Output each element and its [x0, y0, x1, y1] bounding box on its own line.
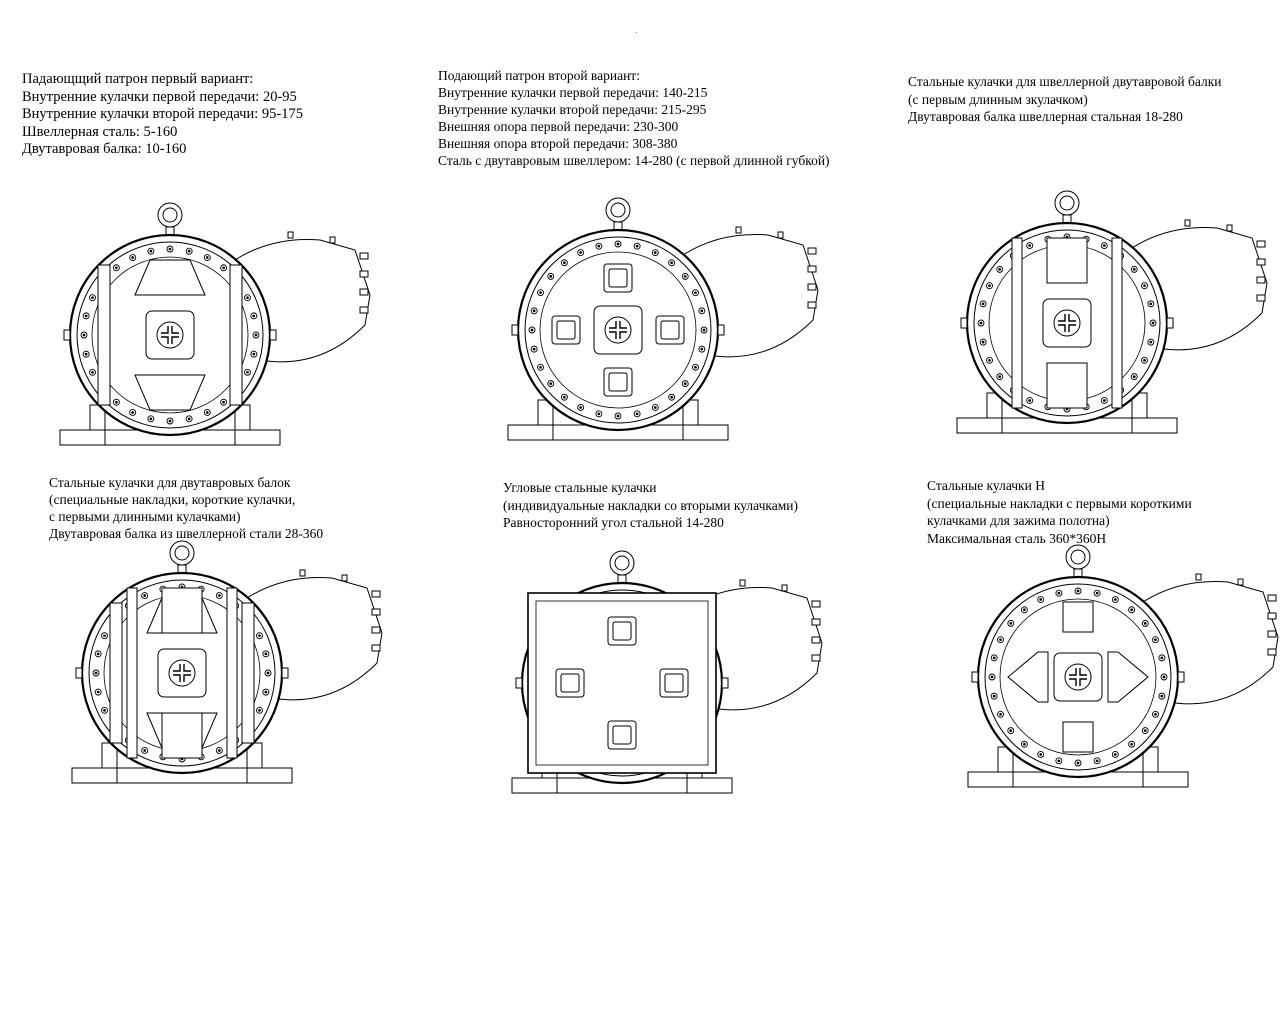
bolt-center	[598, 245, 601, 248]
center-bore	[1054, 310, 1080, 336]
chuck-drawing-svg	[60, 210, 360, 460]
bolt-center	[654, 251, 657, 254]
bolt-center	[85, 315, 88, 318]
base-foot-left	[60, 405, 105, 445]
jaw-bar-left	[110, 603, 122, 743]
base-foot-left	[957, 393, 1002, 433]
guide-left	[1012, 238, 1022, 408]
base-foot-right	[683, 400, 728, 440]
chuck-group	[508, 198, 818, 440]
lifting-eye-hole	[163, 208, 177, 222]
caption-chuck-variant-2	[438, 67, 830, 169]
caption-line: Внутренние кулачки второй передачи: 95-175	[22, 106, 303, 122]
bolt-center	[206, 256, 209, 259]
gearbox-fin	[1268, 613, 1276, 619]
bolt-center	[1028, 399, 1031, 402]
side-lug-left	[961, 318, 967, 328]
gearbox-fin	[360, 307, 368, 313]
bolt-center	[1077, 590, 1080, 593]
lifting-eye-hole	[615, 556, 629, 570]
chuck-group	[60, 203, 370, 445]
guide-right	[1112, 238, 1122, 408]
caption-line: кулачками для зажима полотна)	[927, 513, 1110, 528]
lifting-eye-hole	[1071, 550, 1085, 564]
bolt-center	[218, 749, 221, 752]
drawing-steel-jaws-ibeam	[72, 548, 372, 798]
bolt-center	[1114, 753, 1117, 756]
bolt-center	[258, 709, 261, 712]
jaw-block	[608, 721, 636, 749]
gearbox-fin	[1257, 241, 1265, 247]
base-foot-left	[72, 743, 117, 783]
caption-line: Угловые стальные кулачки	[503, 480, 657, 495]
bolt-center	[539, 291, 542, 294]
bolt-center	[1154, 638, 1157, 641]
gearbox-fin	[812, 637, 820, 643]
side-lug-left	[512, 325, 518, 335]
bolt-center	[1077, 762, 1080, 765]
caption-line: Внешняя опора первой передачи: 230-300	[438, 119, 679, 134]
bolt-center	[264, 691, 267, 694]
caption-line: Падающщий патрон первый вариант:	[22, 71, 254, 87]
gearbox-fin	[1268, 649, 1276, 655]
caption-line: Максимальная сталь 360*360H	[927, 530, 1107, 546]
bolt-center	[533, 348, 536, 351]
bolt-center	[143, 594, 146, 597]
gearbox-tab	[778, 232, 783, 238]
gearbox-fin	[1257, 277, 1265, 283]
bolt-center	[1144, 622, 1147, 625]
bolt-center	[85, 353, 88, 356]
bolt-center	[169, 248, 172, 251]
bolt-center	[980, 322, 983, 325]
drawing-chuck-variant-1	[60, 210, 360, 460]
center-bore	[157, 322, 183, 348]
bolt-center	[1143, 359, 1146, 362]
bolt-center	[1149, 303, 1152, 306]
gearbox-fin	[1257, 259, 1265, 265]
gearbox-tab	[330, 237, 335, 243]
jaw-block	[604, 368, 632, 396]
gearbox-tab	[288, 232, 293, 238]
bolt-center	[694, 291, 697, 294]
bolt-center	[1149, 341, 1152, 344]
bolt-center	[1154, 713, 1157, 716]
side-lug-left	[64, 330, 70, 340]
gearbox-tab	[736, 227, 741, 233]
gearbox-fin	[808, 266, 816, 272]
chuck-drawing-svg	[968, 552, 1268, 802]
side-lug-right	[270, 330, 276, 340]
jaw-top-long	[1047, 238, 1087, 283]
gearbox-fin	[372, 645, 380, 651]
bolt-center	[988, 359, 991, 362]
bolt-center	[1096, 592, 1099, 595]
bolt-center	[670, 396, 673, 399]
center-bore	[1065, 664, 1091, 690]
bolt-center	[103, 634, 106, 637]
bolt-center	[91, 371, 94, 374]
side-lug-left	[76, 668, 82, 678]
bolt-center	[1130, 608, 1133, 611]
bolt-center	[533, 310, 536, 313]
bolt-center	[684, 382, 687, 385]
bolt-center	[255, 334, 258, 337]
gearbox-fin	[812, 655, 820, 661]
bolt-center	[617, 415, 620, 418]
bolt-center	[267, 672, 270, 675]
caption-line: Стальные кулачки H	[927, 478, 1045, 493]
caption-line: Двутавровая балка из швеллерной стали 28-360	[49, 526, 324, 541]
base-foot-left	[968, 747, 1013, 787]
bolt-center	[246, 371, 249, 374]
bolt-center	[1009, 622, 1012, 625]
bolt-center	[579, 406, 582, 409]
jaw-block	[556, 669, 584, 697]
gearbox-tab	[1196, 574, 1201, 580]
gearbox-tab	[300, 570, 305, 576]
jaw-bar-right	[242, 603, 254, 743]
chuck-group	[957, 191, 1267, 433]
base-foot-right	[1143, 747, 1188, 787]
gearbox-fin	[808, 302, 816, 308]
drawing-steel-jaws-h	[968, 552, 1268, 802]
caption-line: Сталь с двутавровым швеллером: 14-280 (с первой длинной губкой)	[438, 153, 830, 168]
bolt-center	[563, 396, 566, 399]
bolt-center	[1028, 244, 1031, 247]
caption-line: (индивидуальные накладки со вторыми кулачками)	[503, 497, 798, 513]
caption-line: Стальные кулачки для двутавровых балок	[49, 475, 291, 490]
chuck-drawing-svg	[957, 198, 1257, 448]
gearbox-tab	[1238, 579, 1243, 585]
bolt-center	[654, 406, 657, 409]
bolt-center	[999, 713, 1002, 716]
jaw-block	[660, 669, 688, 697]
bolt-center	[700, 348, 703, 351]
gearbox-fin	[1257, 295, 1265, 301]
bolt-center	[169, 420, 172, 423]
bolt-center	[1103, 399, 1106, 402]
caption-steel-jaws-h	[927, 477, 1192, 547]
bolt-center	[1096, 759, 1099, 762]
bolt-center	[188, 250, 191, 253]
bolt-center	[97, 691, 100, 694]
drawing-steel-jaws-channel-ibeam	[957, 198, 1257, 448]
caption-line: Внешняя опора второй передачи: 308-380	[438, 136, 678, 151]
gearbox-tab	[740, 580, 745, 586]
bolt-center	[1023, 743, 1026, 746]
bolt-center	[1163, 676, 1166, 679]
bolt-center	[700, 310, 703, 313]
bolt-center	[1039, 753, 1042, 756]
chuck-group	[968, 545, 1278, 787]
gearbox-fin	[360, 271, 368, 277]
jaw-bottom-long	[162, 713, 202, 758]
bolt-center	[539, 366, 542, 369]
side-lug-left	[972, 672, 978, 682]
bolt-center	[95, 672, 98, 675]
bolt-center	[188, 417, 191, 420]
gearbox-fin	[812, 619, 820, 625]
jaw-block	[604, 264, 632, 292]
bolt-center	[1133, 375, 1136, 378]
bolt-center	[1133, 268, 1136, 271]
caption-steel-jaws-channel-ibeam	[908, 73, 1221, 126]
caption-line: Стальные кулачки для швеллерной двутавровой балки	[908, 74, 1222, 89]
gearbox-fin	[360, 289, 368, 295]
stray-dot	[636, 32, 637, 33]
gearbox-fin	[1268, 595, 1276, 601]
bolt-center	[222, 266, 225, 269]
caption-line: Двутавровая балка швеллерная стальная 18-280	[908, 109, 1183, 124]
jaw-bottom-short	[1063, 722, 1093, 752]
caption-line: (специальные накладки, короткие кулачки,	[49, 492, 296, 507]
bolt-center	[993, 657, 996, 660]
bolt-center	[1009, 729, 1012, 732]
bolt-center	[684, 275, 687, 278]
bolt-center	[264, 653, 267, 656]
caption-line: Внутренние кулачки второй передачи: 215-295	[438, 102, 707, 117]
bolt-center	[103, 709, 106, 712]
chuck-group	[72, 541, 382, 783]
bolt-center	[252, 353, 255, 356]
bolt-center	[222, 401, 225, 404]
caption-line: Внутренние кулачки первой передачи: 20-95	[22, 88, 297, 105]
center-bore	[169, 660, 195, 686]
drawing-chuck-variant-2	[508, 205, 808, 460]
jaw-bar-right	[230, 265, 242, 405]
bolt-center	[531, 329, 534, 332]
bolt-center	[598, 412, 601, 415]
bolt-center	[1058, 592, 1061, 595]
caption-line: Двутавровая балка: 10-160	[22, 141, 187, 157]
bolt-center	[1058, 759, 1061, 762]
caption-line: (специальные накладки с первыми короткими	[927, 495, 1192, 511]
jaw-bottom-long	[1047, 363, 1087, 408]
bolt-center	[988, 284, 991, 287]
bolt-center	[1039, 598, 1042, 601]
bolt-center	[617, 243, 620, 246]
jaw-block	[656, 316, 684, 344]
bolt-center	[636, 245, 639, 248]
caption-line: Равносторонний угол стальной 14-280	[503, 515, 724, 530]
gearbox-fin	[812, 601, 820, 607]
bolt-center	[218, 594, 221, 597]
side-lug-left	[516, 678, 522, 688]
caption-line: Внутренние кулачки первой передачи: 140-215	[438, 85, 708, 100]
bolt-center	[1130, 743, 1133, 746]
gearbox-fin	[1268, 631, 1276, 637]
bolt-center	[150, 250, 153, 253]
bolt-center	[670, 261, 673, 264]
jaw-block	[608, 617, 636, 645]
gearbox-fin	[808, 284, 816, 290]
side-lug-right	[1167, 318, 1173, 328]
bolt-center	[252, 315, 255, 318]
jaw-top-long	[162, 588, 202, 633]
bolt-center	[579, 251, 582, 254]
gearbox-fin	[360, 253, 368, 259]
bolt-center	[115, 401, 118, 404]
gearbox-tab	[782, 585, 787, 591]
lifting-eye-hole	[611, 203, 625, 217]
drawing-angle-steel-jaws	[512, 558, 812, 803]
lifting-eye-hole	[175, 546, 189, 560]
gearbox-fin	[808, 248, 816, 254]
lifting-eye-hole	[1060, 196, 1074, 210]
caption-chuck-variant-1	[22, 71, 303, 159]
guide-right	[227, 588, 237, 758]
jaw-top-short	[1063, 602, 1093, 632]
caption-line: (с первым длинным зкулачком)	[908, 91, 1088, 107]
bolt-center	[258, 634, 261, 637]
bolt-center	[1160, 657, 1163, 660]
gearbox-fin	[372, 627, 380, 633]
base-foot-left	[508, 400, 553, 440]
caption-steel-jaws-ibeam	[49, 474, 323, 542]
side-lug-right	[718, 325, 724, 335]
caption-angle-steel-jaws	[503, 479, 798, 532]
bolt-center	[999, 638, 1002, 641]
base-foot-right	[1132, 393, 1177, 433]
bolt-center	[206, 411, 209, 414]
bolt-center	[150, 417, 153, 420]
bolt-center	[131, 256, 134, 259]
bolt-center	[97, 653, 100, 656]
side-lug-right	[1178, 672, 1184, 682]
jaw-block	[552, 316, 580, 344]
bolt-center	[991, 676, 994, 679]
gearbox-fin	[372, 609, 380, 615]
bolt-center	[694, 366, 697, 369]
bolt-center	[998, 268, 1001, 271]
chuck-drawing-svg	[508, 205, 808, 460]
bolt-center	[563, 261, 566, 264]
bolt-center	[143, 749, 146, 752]
bolt-center	[993, 695, 996, 698]
bolt-center	[131, 411, 134, 414]
bolt-center	[998, 375, 1001, 378]
chuck-drawing-svg	[512, 558, 812, 803]
bolt-center	[1160, 695, 1163, 698]
gearbox-fin	[372, 591, 380, 597]
base-foot-right	[247, 743, 292, 783]
side-lug-right	[722, 678, 728, 688]
chuck-group	[512, 551, 822, 793]
center-bore	[605, 317, 631, 343]
side-lug-right	[282, 668, 288, 678]
bolt-center	[1103, 244, 1106, 247]
caption-line: Швеллерная сталь: 5-160	[22, 123, 178, 140]
bolt-center	[83, 334, 86, 337]
gearbox-tab	[1227, 225, 1232, 231]
bolt-center	[246, 296, 249, 299]
chuck-drawing-svg	[72, 548, 372, 798]
bolt-center	[703, 329, 706, 332]
base-foot-right	[235, 405, 280, 445]
bolt-center	[982, 303, 985, 306]
bolt-center	[115, 266, 118, 269]
bolt-center	[982, 341, 985, 344]
bolt-center	[1023, 608, 1026, 611]
gearbox-tab	[342, 575, 347, 581]
caption-line: Подающий патрон второй вариант:	[438, 68, 640, 83]
bolt-center	[1114, 598, 1117, 601]
bolt-center	[1152, 322, 1155, 325]
gearbox-tab	[1185, 220, 1190, 226]
jaw-bar-left	[98, 265, 110, 405]
bolt-center	[549, 275, 552, 278]
bolt-center	[1143, 284, 1146, 287]
bolt-center	[91, 296, 94, 299]
guide-left	[127, 588, 137, 758]
bolt-center	[549, 382, 552, 385]
bolt-center	[636, 412, 639, 415]
caption-line: с первыми длинными кулачками)	[49, 509, 241, 524]
bolt-center	[1144, 729, 1147, 732]
